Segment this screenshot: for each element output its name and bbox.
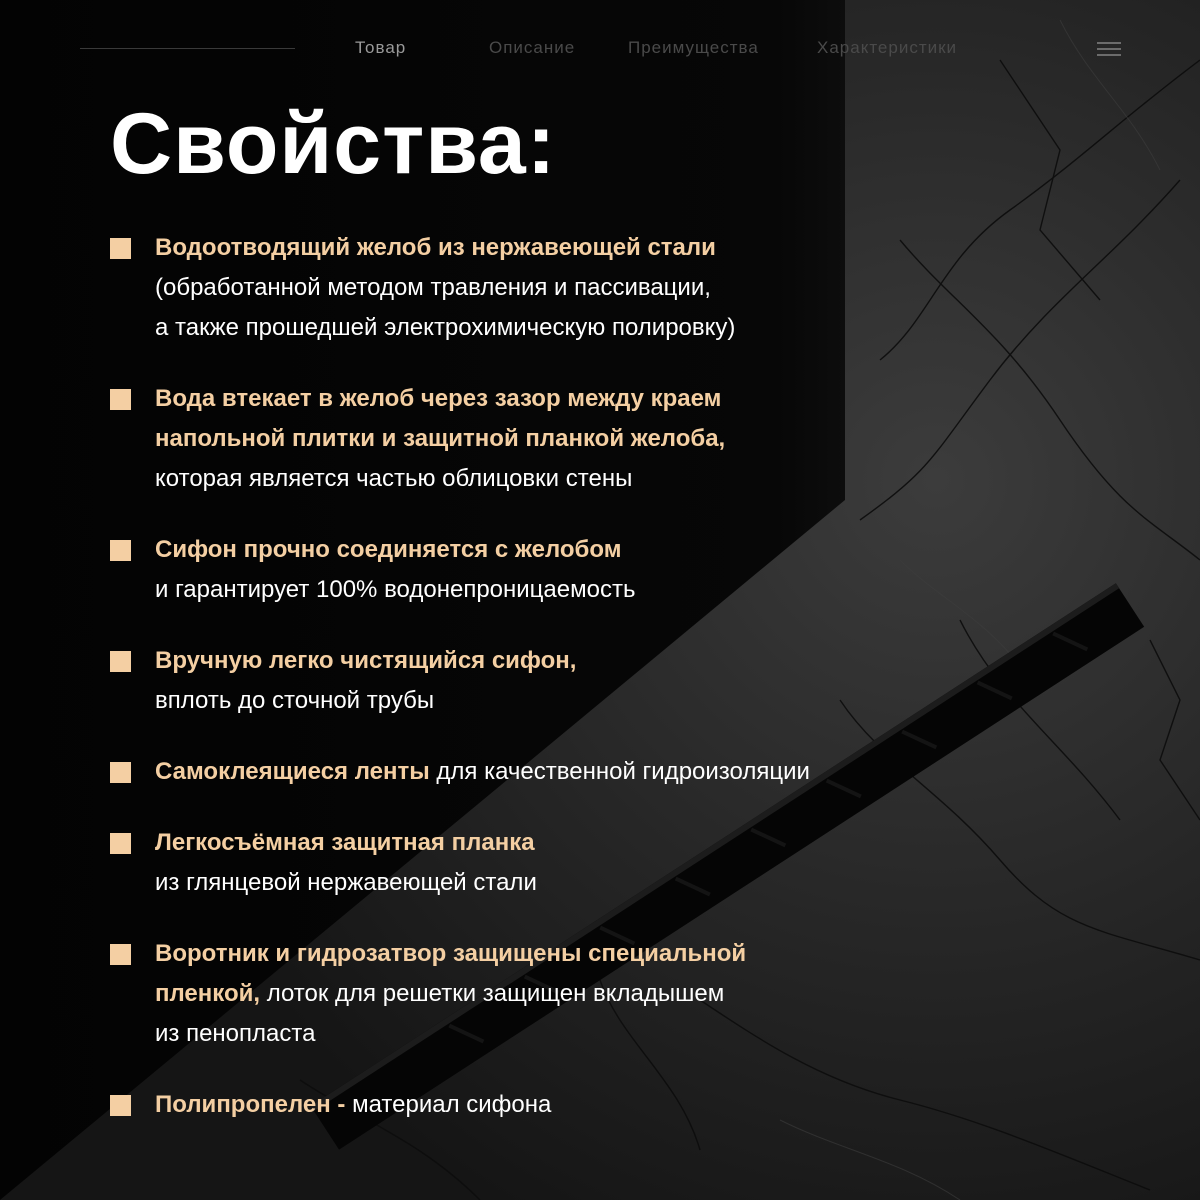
- square-bullet-icon: [110, 833, 131, 854]
- feature-description: которая является частью облицовки стены: [155, 465, 633, 492]
- feature-highlight: Вода втекает в желоб через зазор между краем: [155, 385, 722, 412]
- feature-description: вплоть до сточной трубы: [155, 687, 435, 714]
- feature-text: [155, 934, 746, 1054]
- hamburger-menu-icon[interactable]: [1097, 40, 1121, 58]
- feature-description: для качественной гидроизоляции: [429, 758, 810, 785]
- feature-highlight: напольной плитки и защитной планкой желоба,: [155, 425, 726, 452]
- square-bullet-icon: [110, 238, 131, 259]
- square-bullet-icon: [110, 540, 131, 561]
- square-bullet-icon: [110, 651, 131, 672]
- feature-description: лоток для решетки защищен вкладышем: [260, 980, 725, 1007]
- nav-item-characteristics[interactable]: Характеристики: [817, 38, 958, 57]
- feature-highlight: Сифон прочно соединяется с желобом: [155, 536, 622, 563]
- feature-description: материал сифона: [345, 1091, 552, 1118]
- nav-item-product[interactable]: Товар: [355, 38, 407, 57]
- square-bullet-icon: [110, 389, 131, 410]
- feature-text: [155, 228, 735, 348]
- feature-description: из пенопласта: [155, 1020, 316, 1047]
- feature-text: [155, 752, 810, 792]
- feature-highlight: Полипропелен -: [155, 1091, 346, 1118]
- top-nav: [0, 0, 1200, 100]
- square-bullet-icon: [110, 944, 131, 965]
- feature-description: из глянцевой нержавеющей стали: [155, 869, 537, 896]
- feature-highlight: пленкой,: [155, 980, 261, 1007]
- nav-divider: [80, 48, 295, 49]
- feature-description: (обработанной методом травления и пассивации,: [155, 274, 711, 301]
- page-title: Свойства:: [110, 96, 557, 192]
- square-bullet-icon: [110, 762, 131, 783]
- nav-item-advantages[interactable]: Преимущества: [628, 38, 759, 57]
- feature-highlight: Самоклеящиеся ленты: [155, 758, 430, 785]
- square-bullet-icon: [110, 1095, 131, 1116]
- feature-highlight: Водоотводящий желоб из нержавеющей стали: [155, 234, 716, 261]
- feature-highlight: Легкосъёмная защитная планка: [155, 829, 535, 856]
- feature-text: [155, 641, 576, 721]
- feature-description: и гарантирует 100% водонепроницаемость: [155, 576, 636, 603]
- nav-item-description[interactable]: Описание: [489, 38, 576, 57]
- feature-text: [155, 379, 725, 499]
- feature-highlight: Вручную легко чистящийся сифон,: [155, 647, 577, 674]
- feature-text: [155, 530, 635, 610]
- feature-text: [155, 1085, 551, 1125]
- feature-description: а также прошедшей электрохимическую полировку): [155, 314, 736, 341]
- feature-text: [155, 823, 537, 903]
- feature-highlight: Воротник и гидрозатвор защищены специальной: [155, 940, 747, 967]
